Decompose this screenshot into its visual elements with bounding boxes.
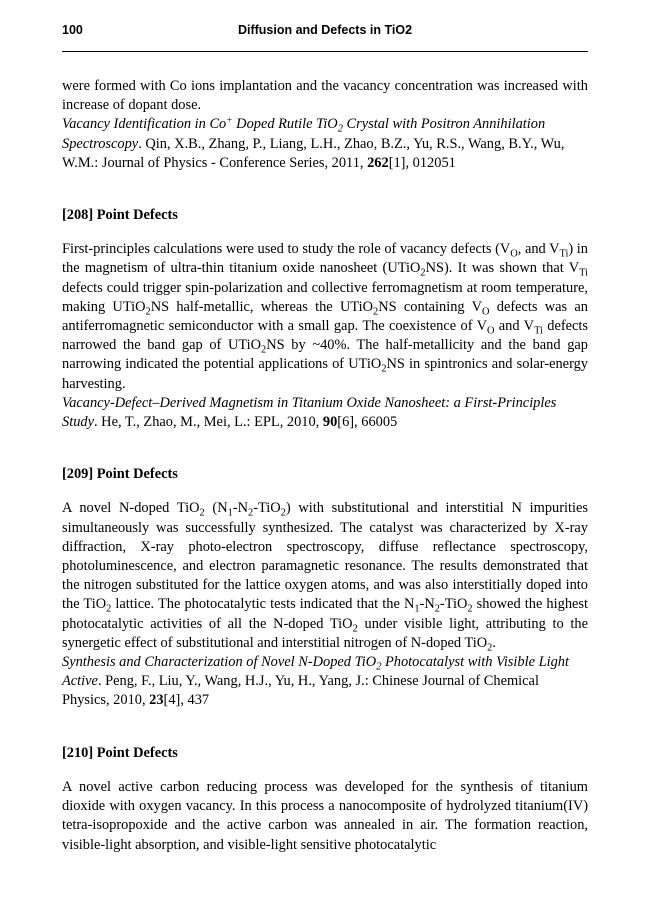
entry-209-heading: [209] Point Defects bbox=[62, 466, 178, 483]
entry-208-reference: Vacancy-Defect–Derived Magnetism in Titanium Oxide Nanosheet: a First-Principles Study. He, T., Zhao, M., Mei, L.: EPL, 2010, 90[6], 66005 bbox=[62, 394, 557, 431]
page-content bbox=[62, 77, 588, 855]
intro-ref-title: Vacancy Identification in Co+ Doped Rutile TiO$_2$ Crystal with Positron Annihilation Spectroscopy bbox=[62, 116, 546, 152]
entry-209-ref-title: Synthesis and Characterization of Novel N-Doped TiO$_2$ Photocatalyst with Visible Light Active bbox=[62, 654, 569, 690]
entry-208-abstract: First-principles calculations were used to study the role of vacancy defects ($V_O$, and $V_{Ti}$) in the magnetism of ultra-thin titanium oxide nanosheet (UTiO$_2$NS). It was shown that $V_{Ti}$ defects could trigger spin-polarization and collective ferromagnetism at room temperature, making UTiO$_2$NS half-metallic, whereas the UTiO$_2$NS containing $V_O$ defects was an antiferromagnetic semiconductor with a small gap. The coexistence of $V_O$ and $V_{Ti}$ defects narrowed the band gap of UTiO$_2$NS by ~40%. The half-metallicity and the band gap narrowing indicated the potential applications of UTiO$_2$NS in spintronics and solar-energy harvesting. bbox=[62, 241, 588, 392]
entry-209-abstract: A novel N-doped TiO$_2$ $(N_1-N_2-TiO_2)$ with substitutional and interstitial N impurities simultaneously was successfully synthesized. The catalyst was characterized by X-ray diffraction, X-ray photo-electron spectroscopy, diffuse reflectance spectroscopy, photoluminescence, and electron paramagnetic resonance. The results demonstrated that the nitrogen substituted for the lattice oxygen atoms, and was also interstitially doped into the TiO$_2$ lattice. The photocatalytic tests indicated that the $N_1-N_2-TiO_2$ showed the highest photocatalytic activities of all the N-doped TiO$_2$ under visible light, attributing to the synergetic effect of substitutional and interstitial nitrogen of N-doped TiO$_2$. bbox=[62, 500, 588, 654]
entry-209-reference: Synthesis and Characterization of Novel N-Doped TiO$_2$ Photocatalyst with Visible Light Active. Peng, F., Liu, Y., Wang, H.J., Yu, H., Yang, J.: Chinese Journal of Chemical Physics, 2010, 23[4], 437 bbox=[62, 654, 569, 709]
intro-paragraph: were formed with Co ions implantation and the vacancy concentration was increased with increase of dopant dose. bbox=[62, 78, 588, 114]
entry-210-heading: [210] Point Defects bbox=[62, 744, 178, 761]
entry-208-ref-title: Vacancy-Defect–Derived Magnetism in Titanium Oxide Nanosheet: a First-Principles Study bbox=[62, 394, 557, 431]
intro-reference: Vacancy Identification in Co+ Doped Rutile TiO$_2$ Crystal with Positron Annihilation Spectroscopy. Qin, X.B., Zhang, P., Liang, L.H., Zhao, B.Z., Yu, R.S., Wang, B.Y., Wu, W.M.: Journal of Physics - Conference Series, 2011, 262[1], 012051 bbox=[62, 116, 565, 171]
running-title: Diffusion and Defects in TiO2 bbox=[237, 23, 413, 37]
entry-208-heading: [208] Point Defects bbox=[62, 207, 178, 224]
header-rule bbox=[62, 51, 588, 52]
page-number: 100 bbox=[62, 23, 83, 37]
entry-210-abstract: A novel active carbon reducing process was developed for the synthesis of titanium dioxide with oxygen vacancy. In this process a nanocomposite of hydrolyzed titanium(IV) tetra-isopropoxide and the active carbon was annealed in air. The formation reaction, visible-light absorption, and visible-light sensitive photocatalytic bbox=[62, 778, 588, 853]
